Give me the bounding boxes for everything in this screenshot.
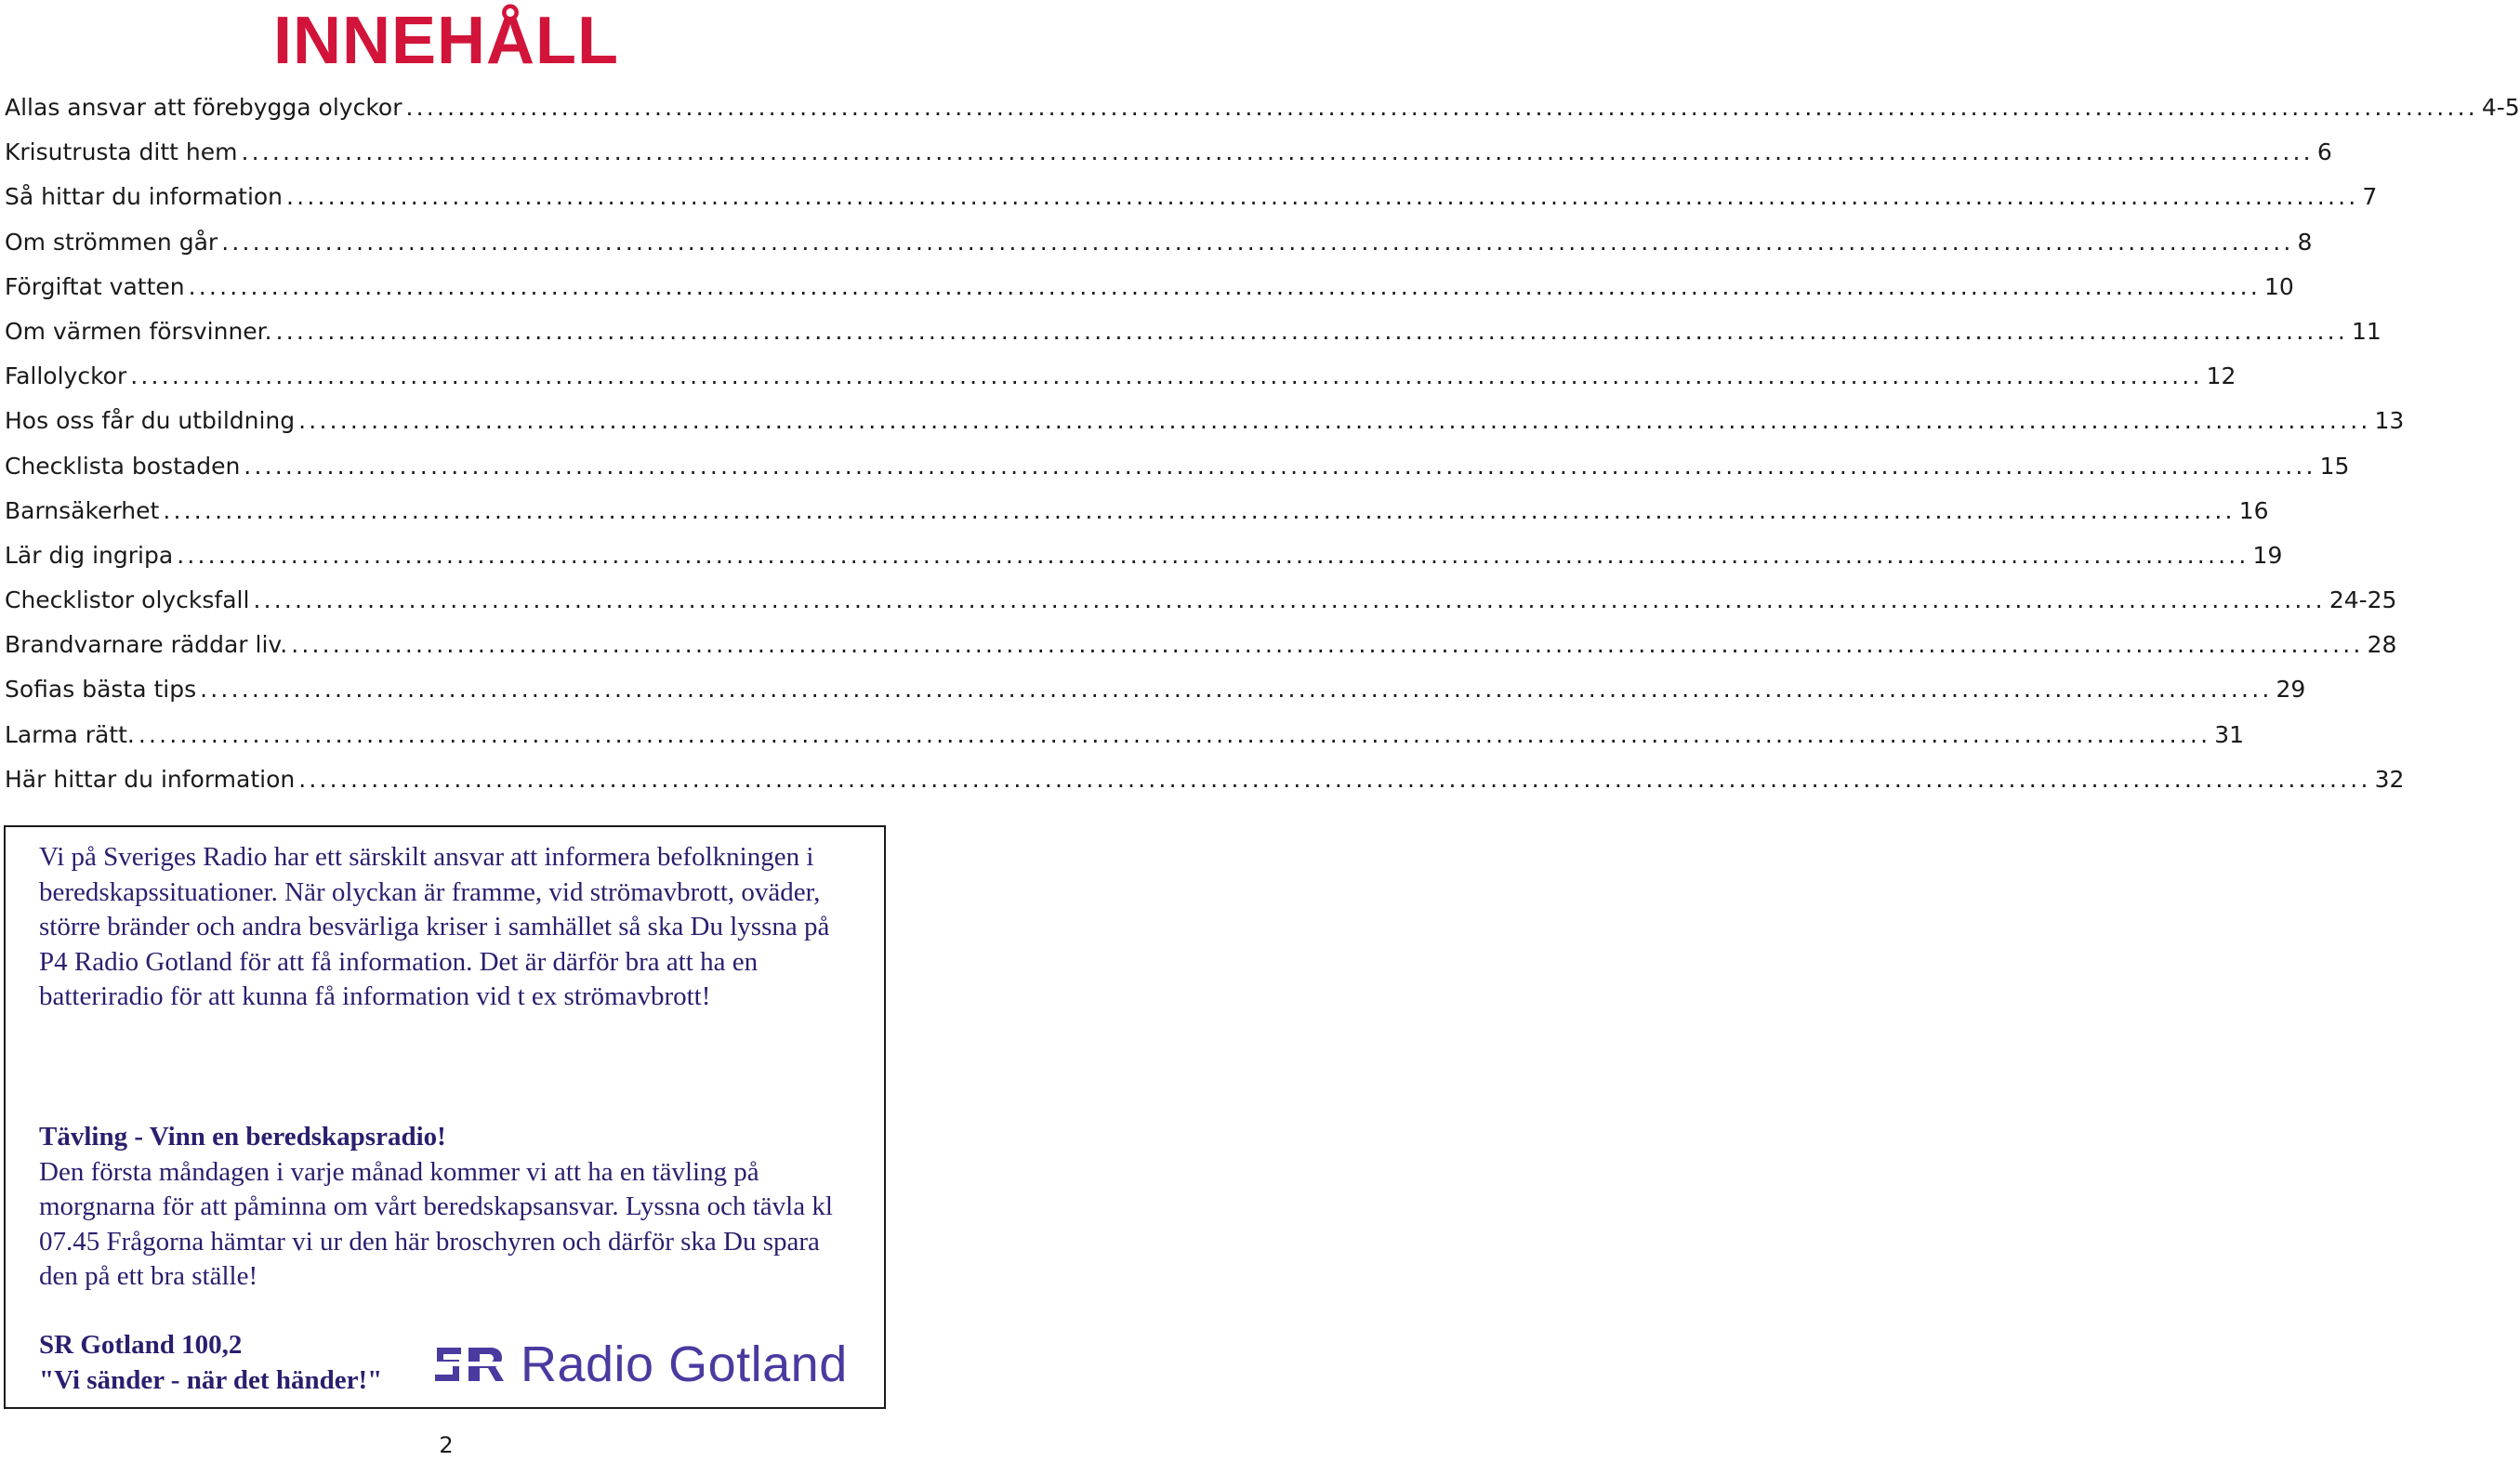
toc-dot-leader: ........................................................................................................................................................................................................ bbox=[221, 228, 2294, 256]
logo-text: Radio Gotland bbox=[521, 1336, 848, 1392]
toc-entry-page: 11 bbox=[2351, 317, 2381, 345]
toc-dot-leader: ........................................................................................................................................................................................................ bbox=[298, 407, 2371, 435]
toc-entry bbox=[5, 533, 2283, 578]
toc-dot-leader: ........................................................................................................................................................................................................ bbox=[138, 720, 2211, 748]
toc-entry bbox=[5, 623, 2397, 667]
contest-text: Den första måndagen i varje månad kommer vi att ha en tävling på morgnarna för att påminna om vårt beredskapsansvar. Lyssna och tävla kl 07.45 Frågorna hämtar vi ur den här broschyren och därför ska Du spara den på ett bra ställe! bbox=[39, 1156, 833, 1292]
toc-entry-label: Hos oss får du utbildning bbox=[5, 407, 296, 435]
info-paragraph: Vi på Sveriges Radio har ett särskilt ansvar att informera befolkningen i beredskapssituationer. När olyckan är framme, vid strömavbrott, oväder, större bränder och andra besvärliga kriser i samhället så ska Du lyssna på P4 Radio Gotland för att få information. Det är därför bra att ha en batteriradio för att kunna få information vid t ex strömavbrott! bbox=[39, 842, 830, 1012]
toc-dot-leader: ........................................................................................................................................................................................................ bbox=[177, 541, 2250, 569]
contest-section bbox=[39, 1120, 857, 1295]
toc-dot-leader: ........................................................................................................................................................................................................ bbox=[163, 496, 2236, 524]
toc-entry-page: 31 bbox=[2214, 720, 2245, 748]
toc-dot-leader: ........................................................................................................................................................................................................ bbox=[130, 362, 2203, 390]
toc-entry-label: Om strömmen går bbox=[5, 228, 218, 256]
toc-entry-page: 29 bbox=[2276, 676, 2306, 704]
toc-entry bbox=[5, 265, 2294, 309]
toc-entry-label: Fallolyckor bbox=[5, 362, 127, 390]
toc-entry-page: 12 bbox=[2206, 362, 2236, 390]
toc-entry-label: Barnsäkerhet bbox=[5, 496, 160, 524]
toc-entry-page: 4-5 bbox=[2481, 94, 2520, 121]
info-box bbox=[4, 825, 886, 1409]
toc-dot-leader: ........................................................................................................................................................................................................ bbox=[200, 676, 2273, 704]
toc-entry-page: 7 bbox=[2362, 183, 2378, 211]
toc-entry-page: 32 bbox=[2374, 765, 2405, 793]
toc-entry-page: 15 bbox=[2319, 452, 2350, 480]
toc-entry bbox=[5, 86, 2520, 130]
toc-entry bbox=[5, 578, 2397, 623]
sr-logo-icon bbox=[431, 1344, 506, 1385]
toc-entry-page: 28 bbox=[2367, 631, 2397, 659]
station-name: SR Gotland 100,2 bbox=[39, 1330, 243, 1360]
toc-dot-leader: ........................................................................................................................................................................................................ bbox=[244, 452, 2316, 480]
toc-entry bbox=[5, 489, 2269, 533]
toc-entry-label: Här hittar du information bbox=[5, 765, 296, 793]
toc-entry bbox=[5, 220, 2313, 265]
page-number: 2 bbox=[439, 1432, 454, 1458]
toc-entry bbox=[5, 667, 2306, 712]
toc-entry-page: 10 bbox=[2263, 272, 2294, 300]
toc-entry-label: Om värmen försvinner. bbox=[5, 317, 272, 345]
page-title: INNEHÅLL bbox=[273, 4, 619, 78]
toc-dot-leader: ........................................................................................................................................................................................................ bbox=[298, 765, 2371, 793]
toc-entry-page: 19 bbox=[2252, 541, 2283, 569]
contest-title: Tävling - Vinn en beredskapsradio! bbox=[39, 1122, 446, 1152]
toc-entry-label: Checklista bostaden bbox=[5, 452, 241, 480]
toc-dot-leader: ........................................................................................................................................................................................................ bbox=[275, 317, 2348, 345]
toc-dot-leader: ........................................................................................................................................................................................................ bbox=[291, 631, 2364, 659]
toc-entry bbox=[5, 444, 2350, 489]
radio-gotland-logo bbox=[431, 1338, 848, 1390]
toc-dot-leader: ........................................................................................................................................................................................................ bbox=[188, 272, 2261, 300]
toc-dot-leader: ........................................................................................................................................................................................................ bbox=[241, 138, 2314, 166]
toc-entry-page: 24-25 bbox=[2329, 586, 2397, 614]
toc-entry-page: 8 bbox=[2297, 228, 2313, 256]
toc-entry-page: 16 bbox=[2238, 496, 2269, 524]
toc-entry bbox=[5, 399, 2405, 443]
toc-entry-label: Sofias bästa tips bbox=[5, 676, 197, 704]
toc-entry-label: Checklistor olycksfall bbox=[5, 586, 250, 614]
toc-entry bbox=[5, 309, 2381, 354]
toc-dot-leader: ........................................................................................................................................................................................................ bbox=[286, 183, 2359, 211]
toc-dot-leader: ........................................................................................................................................................................................................ bbox=[253, 586, 2326, 614]
toc-entry-label: Brandvarnare räddar liv. bbox=[5, 631, 288, 659]
toc-entry-page: 6 bbox=[2316, 138, 2332, 166]
toc-entry-label: Så hittar du information bbox=[5, 183, 284, 211]
toc-entry bbox=[5, 175, 2378, 219]
toc-entry bbox=[5, 354, 2236, 399]
toc-entry-label: Allas ansvar att förebygga olyckor bbox=[5, 94, 402, 121]
toc-entry bbox=[5, 713, 2245, 757]
station-info bbox=[39, 1327, 382, 1398]
station-slogan: "Vi sänder - när det händer!" bbox=[39, 1365, 383, 1395]
toc-entry bbox=[5, 130, 2332, 175]
toc-entry-label: Krisutrusta ditt hem bbox=[5, 138, 238, 166]
toc-entry-label: Larma rätt. bbox=[5, 720, 135, 748]
table-of-contents bbox=[5, 86, 2520, 802]
toc-entry-label: Förgiftat vatten bbox=[5, 272, 185, 300]
toc-dot-leader: ........................................................................................................................................................................................................ bbox=[405, 94, 2478, 121]
toc-entry-page: 13 bbox=[2374, 407, 2405, 435]
toc-entry bbox=[5, 757, 2405, 802]
toc-entry-label: Lär dig ingripa bbox=[5, 541, 174, 569]
